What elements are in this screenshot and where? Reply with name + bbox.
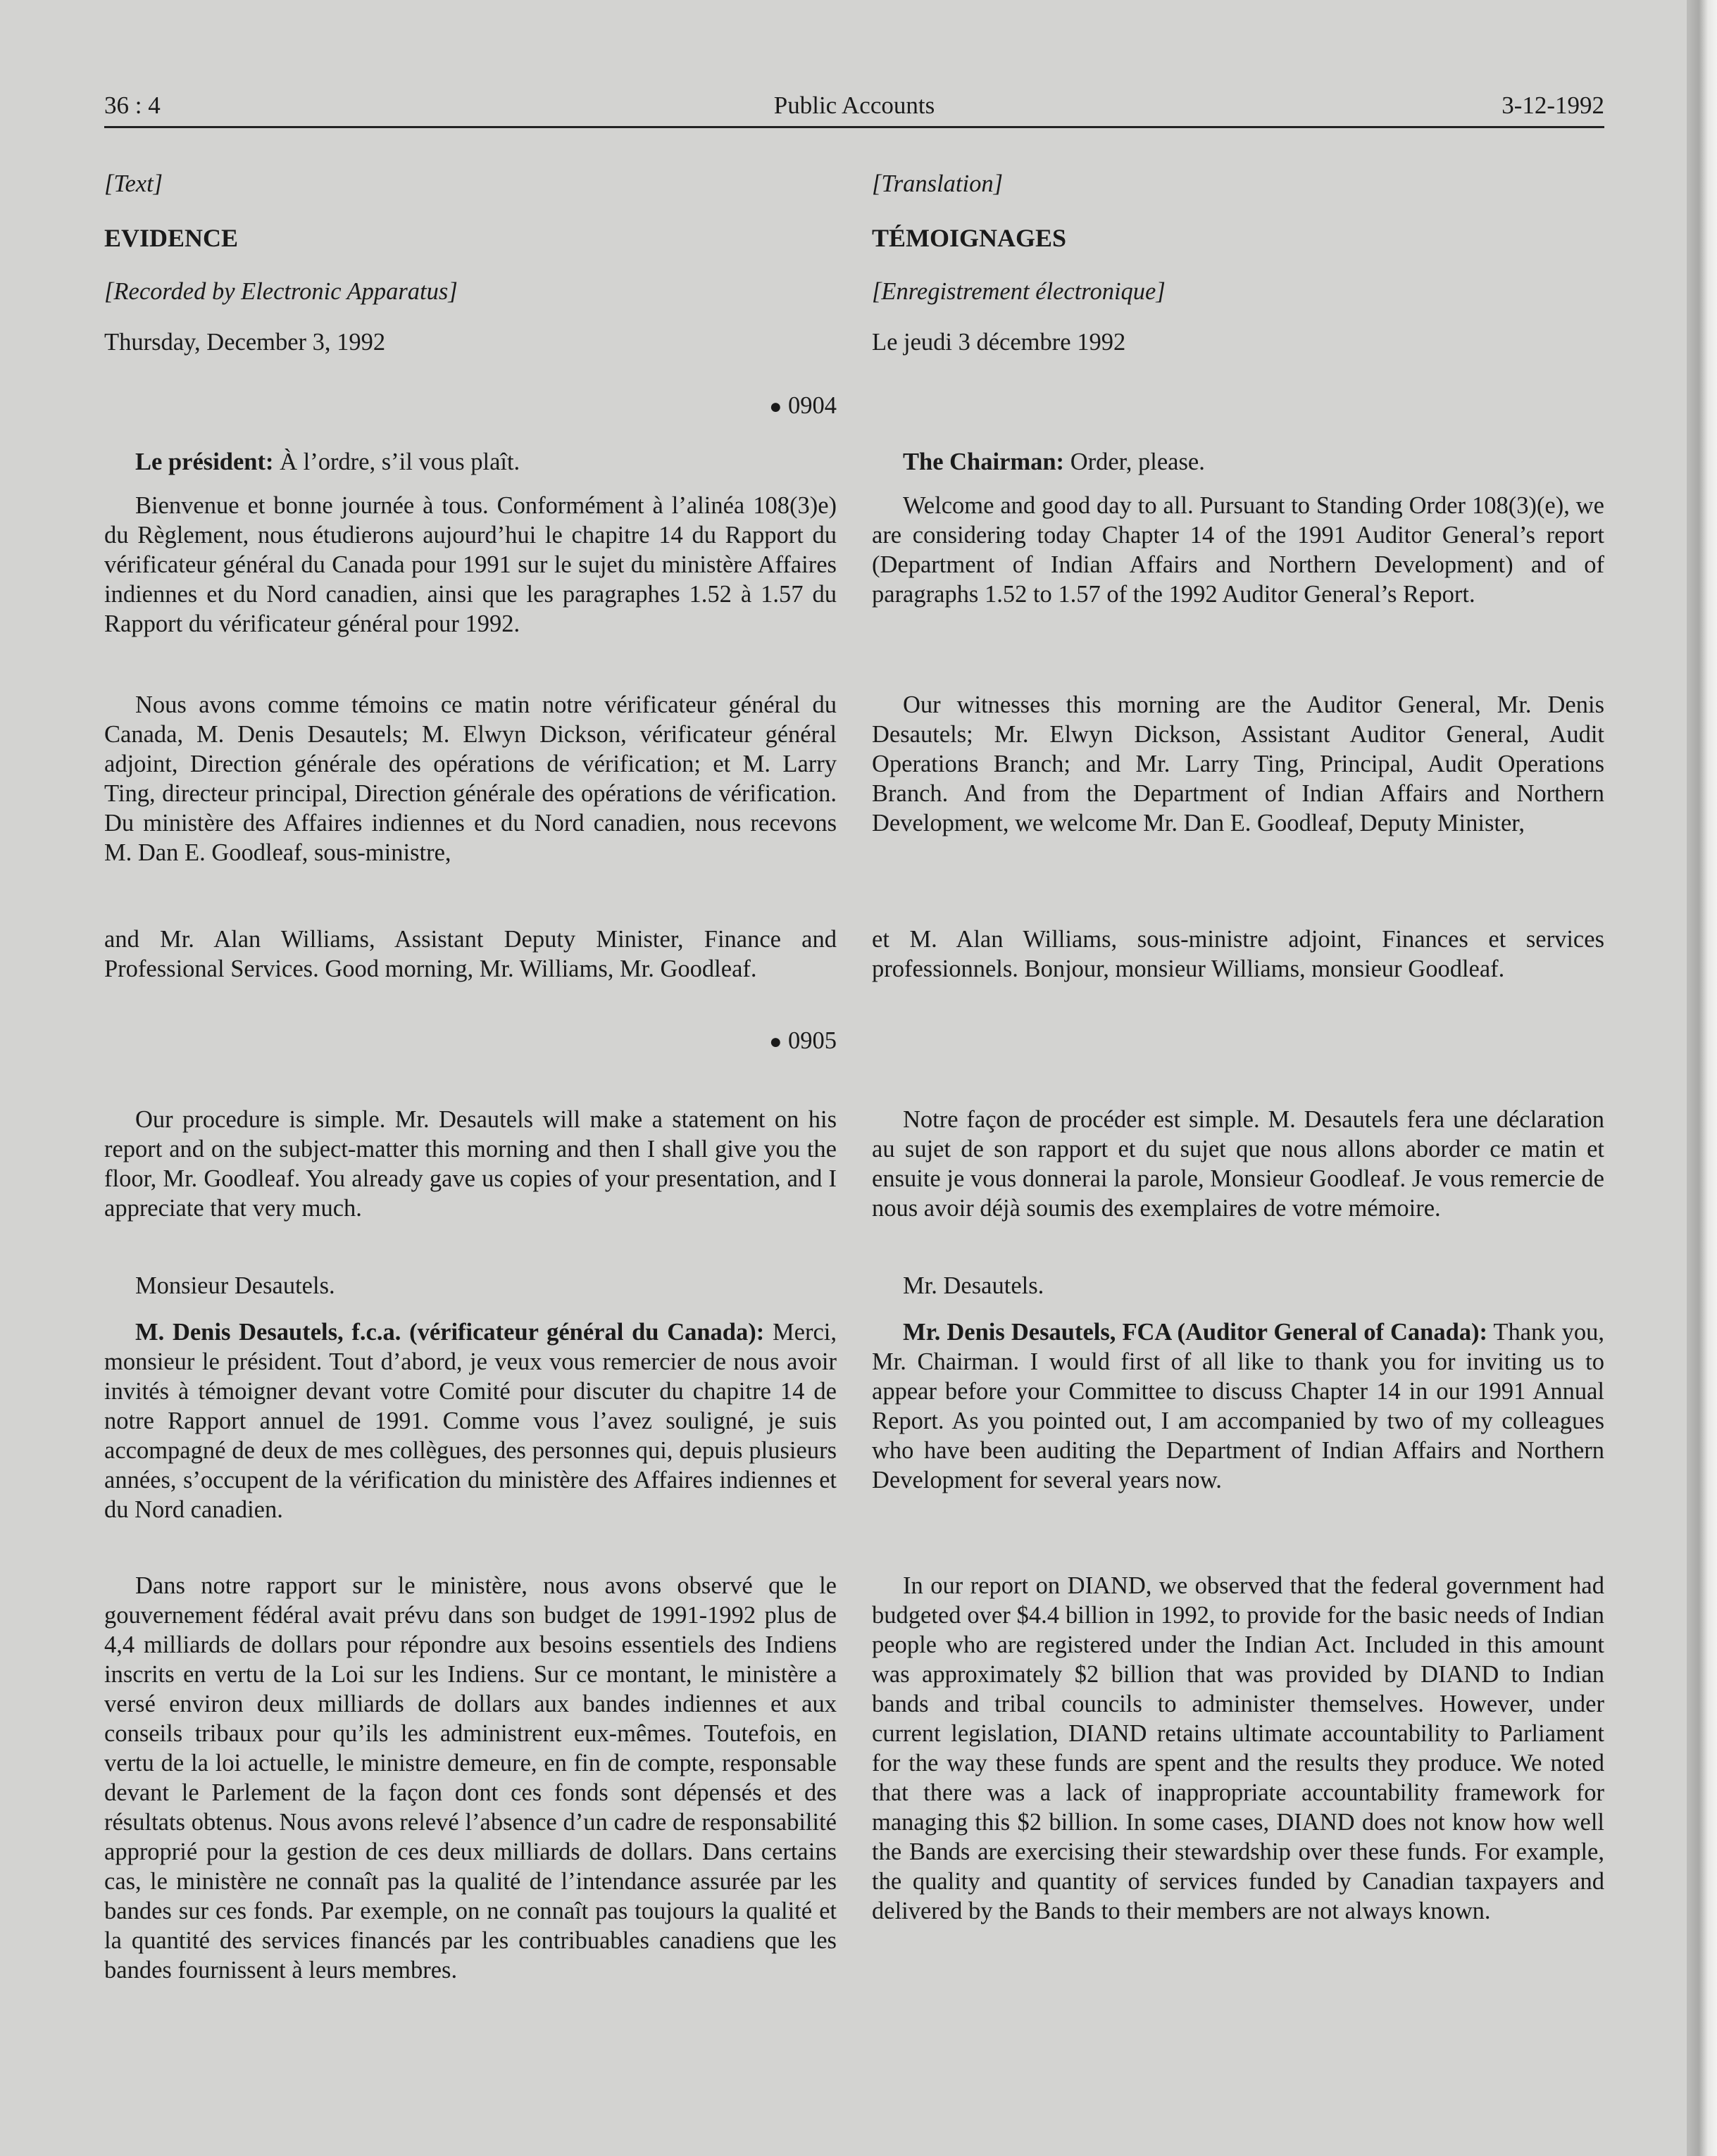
- right-paragraph-5: Notre façon de procéder est simple. M. Desautels fera une déclaration au sujet de son rapport et du sujet que nous allons aborder ce matin et ensuite je vous donnerai la parole, Monsieur Goodleaf. Je vous remercie de nous avoir déjà soumis des exemplaires de votre mémoire.: [872, 1106, 1604, 1222]
- speech-text: Order, please.: [1064, 449, 1205, 475]
- right-paragraph-3: Our witnesses this morning are the Auditor General, Mr. Denis Desautels; Mr. Elwyn Dickson, Assistant Auditor General, Audit Operations Branch; and Mr. Larry Ting, Principal, Audit Operations Branch. And from the Department of Indian Affairs and Northern Development, we welcome Mr. Dan E. Goodleaf, Deputy Minister,: [872, 691, 1604, 836]
- right-recorded-note: [Enregistrement électronique]: [872, 278, 1166, 305]
- speaker-name: The Chairman:: [903, 449, 1065, 475]
- left-date: Thursday, December 3, 1992: [104, 329, 386, 356]
- speaker-name: Le président:: [135, 449, 274, 475]
- speaker-name: M. Denis Desautels, f.c.a. (vérificateur général du Canada):: [135, 1319, 765, 1346]
- header-date: 3-12-1992: [1501, 92, 1604, 119]
- left-paragraph-4: and Mr. Alan Williams, Assistant Deputy Minister, Finance and Professional Services. Good morning, Mr. Williams, Mr. Goodleaf.: [104, 926, 837, 982]
- header-rule: [104, 126, 1604, 128]
- time-marker-value: 0905: [788, 1027, 837, 1054]
- right-translation-label: [Translation]: [872, 170, 1003, 197]
- left-paragraph-8: Dans notre rapport sur le ministère, nous avons observé que le gouvernement fédéral avait prévu dans son budget de 1991-1992 plus de 4,4 milliards de dollars pour répondre aux besoins essentiels des Indiens inscrits en vertu de la Loi sur les Indiens. Sur ce montant, le ministère a versé environ deux milliards de dollars aux bandes indiennes et aux conseils tribaux pour qu’ils les administrent eux-mêmes. Toutefois, en vertu de la loi actuelle, le ministre demeure, en fin de compte, responsable devant le Parlement de la façon dont ces fonds sont dépensés et des résultats obtenus. Nous avons relevé l’absence d’un cadre de responsabilité approprié pour la gestion de ces deux milliards de dollars. Dans certains cas, le ministère ne connaît pas la qualité de l’intendance assurée par les bandes sur ces fonds. Par exemple, on ne connaît pas toujours la qualité et la quantité des services financés par les contribuables canadiens que les bandes fournissent à leurs membres.: [104, 1572, 837, 1983]
- right-paragraph-4: et M. Alan Williams, sous-ministre adjoint, Finances et services professionnels. Bonjour, monsieur Williams, monsieur Goodleaf.: [872, 926, 1604, 982]
- speech-text: Thank you, Mr. Chairman. I would first of all like to thank you for inviting us to appear before your Committee to discuss Chapter 14 in our 1991 Annual Report. As you pointed out, I am accompanied by two of my colleagues who have been auditing the Department of Indian Affairs and Northern Development for several years now.: [872, 1319, 1604, 1493]
- right-paragraph-6: Mr. Desautels.: [903, 1272, 1044, 1299]
- running-title: Public Accounts: [773, 92, 935, 119]
- right-date: Le jeudi 3 décembre 1992: [872, 329, 1126, 356]
- left-paragraph-2: Bienvenue et bonne journée à tous. Conformément à l’alinéa 108(3)e) du Règlement, nous étudierons aujourd’hui le chapitre 14 du Rapport du vérificateur général du Canada pour 1991 sur le sujet du ministère Affaires indiennes et du Nord canadien, ainsi que les paragraphes 1.52 à 1.57 du Rapport du vérificateur général pour 1992.: [104, 492, 837, 637]
- left-paragraph-1: [104, 447, 837, 477]
- right-paragraph-7: [872, 1317, 1604, 1495]
- left-paragraph-3: Nous avons comme témoins ce matin notre vérificateur général du Canada, M. Denis Desautels; M. Elwyn Dickson, vérificateur général adjoint, Direction générale des opérations de vérification; et M. Larry Ting, directeur principal, Direction générale des opérations de vérification. Du ministère des Affaires indiennes et du Nord canadien, nous recevons M. Dan E. Goodleaf, sous-ministre,: [104, 691, 837, 866]
- left-recorded-note: [Recorded by Electronic Apparatus]: [104, 278, 458, 305]
- speech-text: Merci, monsieur le président. Tout d’abord, je veux vous remercier de nous avoir invités à témoigner devant votre Comité pour discuter du chapitre 14 de notre Rapport annuel de 1991. Comme vous l’avez souligné, je suis accompagné de deux de mes collègues, des personnes qui, depuis plusieurs années, s’occupent de la vérification du ministère des Affaires indiennes et du Nord canadien.: [104, 1319, 837, 1523]
- left-paragraph-6: Monsieur Desautels.: [135, 1272, 335, 1299]
- right-heading: TÉMOIGNAGES: [872, 224, 1067, 252]
- time-marker-value: 0904: [788, 392, 837, 419]
- page-header: [104, 86, 1604, 125]
- page-number: 36 : 4: [104, 92, 161, 119]
- right-paragraph-1: [872, 447, 1604, 477]
- right-paragraph-2: Welcome and good day to all. Pursuant to Standing Order 108(3)(e), we are considering today Chapter 14 of the 1991 Auditor General’s report (Department of Indian Affairs and Northern Development) and of paragraphs 1.52 to 1.57 of the 1992 Auditor General’s Report.: [872, 492, 1604, 608]
- page-binding-edge: [1687, 0, 1717, 2156]
- speech-text: À l’ordre, s’il vous plaît.: [273, 449, 520, 475]
- time-marker-0904: ● 0904: [769, 392, 837, 419]
- left-heading: EVIDENCE: [104, 224, 239, 252]
- right-paragraph-8: In our report on DIAND, we observed that the federal government had budgeted over $4.4 billion in 1992, to provide for the basic needs of Indian people who are registered under the Indian Act. Included in this amount was approximately $2 billion that was provided by DIAND to Indian bands and tribal councils to administer themselves. However, under current legislation, DIAND retains ultimate accountability to Parliament for the way these funds are spent and the results they produce. We noted that there was a lack of inappropriate accountability framework for managing this $2 billion. In some cases, DIAND does not know how well the Bands are exercising their stewardship over these funds. For example, the quality and quantity of services funded by Canadian taxpayers and delivered by the Bands to their members are not always known.: [872, 1572, 1604, 1924]
- left-text-label: [Text]: [104, 170, 163, 197]
- speaker-name: Mr. Denis Desautels, FCA (Auditor General of Canada):: [903, 1319, 1487, 1346]
- left-paragraph-5: Our procedure is simple. Mr. Desautels will make a statement on his report and on the subject-matter this morning and then I shall give you the floor, Mr. Goodleaf. You already gave us copies of your presentation, and I appreciate that very much.: [104, 1106, 837, 1222]
- left-paragraph-7: [104, 1317, 837, 1524]
- time-marker-0905: ● 0905: [769, 1027, 837, 1054]
